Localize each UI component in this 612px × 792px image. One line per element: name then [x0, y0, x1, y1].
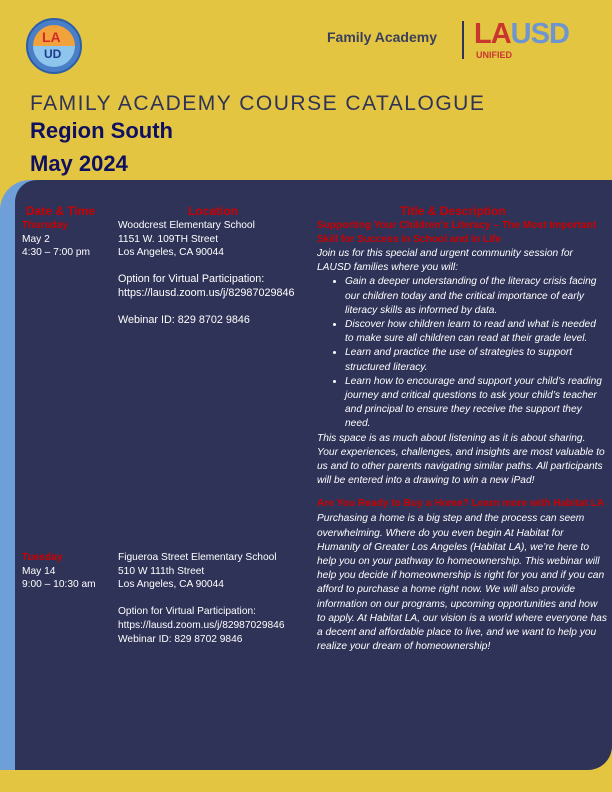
- title-header: Title & Description: [400, 204, 506, 218]
- school: Figueroa Street Elementary School: [118, 552, 277, 563]
- date: May 14: [22, 565, 56, 577]
- time: 9:00 – 10:30 am: [22, 579, 96, 591]
- day: Thursday: [22, 220, 68, 231]
- date-header: Date & Time: [26, 204, 96, 218]
- virtual-label: Option for Virtual Participation:: [118, 606, 256, 618]
- brand-name: Family Academy: [327, 29, 437, 45]
- lausd-logo: LAUSD: [474, 18, 569, 50]
- location-header: Location: [188, 204, 238, 218]
- list-item: • Gain a deeper understanding of the literacy crisis facing our children today and the critical importance of early literacy skills as informed by data.: [345, 275, 607, 318]
- session-title: Supporting Your Children’s Literacy – The Most Important Skill for Success in School and in Life: [317, 220, 597, 245]
- time: 4:30 – 7:00 pm: [22, 247, 90, 259]
- session-location: [118, 551, 314, 646]
- zoom-link[interactable]: https://lausd.zoom.us/j/82987029846: [118, 286, 295, 299]
- outro: This space is as much about listening as it is about sharing. Your experiences, challenges, and insights are most valuable to us and to other parents navigating similar paths. All participants will be entered into a drawing to win a new iPad!: [317, 432, 605, 487]
- region-title: Region South: [30, 118, 173, 143]
- session-description: [317, 219, 607, 488]
- body: Purchasing a home is a big step and the process can seem overwhelming. Where do you even begin At Habitat for Humanity of Greater Los Angeles (Habitat LA), we’re here to help you on your pathway to homeownership. This webinar will help you decide if homeownership is right for you and if you can afford to purchase a home right now. We will also provide information on our programs, upcoming opportunities and how to apply. At Habitat LA, our vision is a world where everyone has a decent and affordable place to live, and we want to help you realize your dream of homeownership!: [317, 513, 607, 653]
- list-item: • Discover how children learn to read and what is needed to make sure all children can read at their grade level.: [345, 318, 607, 346]
- session-description: [317, 496, 607, 654]
- city: Los Angeles, CA 90044: [118, 247, 224, 259]
- zoom-link[interactable]: https://lausd.zoom.us/j/82987029846: [118, 619, 285, 631]
- bullet-list: [345, 275, 607, 431]
- street: 1151 W. 109TH Street: [118, 233, 219, 245]
- virtual-label: Option for Virtual Participation:: [118, 273, 265, 286]
- list-item: • Learn how to encourage and support your child’s reading journey and critical questions to ask your child’s teacher and principal to ensure they receive the support they need.: [345, 375, 607, 432]
- city: Los Angeles, CA 90044: [118, 579, 224, 591]
- descriptions-column: [317, 219, 607, 654]
- list-item: • Learn and practice the use of strategies to support structured literacy.: [345, 346, 607, 374]
- day: Tuesday: [22, 552, 63, 563]
- webinar-id: Webinar ID: 829 8702 9846: [118, 314, 250, 327]
- session-date: [22, 551, 118, 592]
- session-title: Are You Ready to Buy a Home? Learn more with Habitat LA: [317, 498, 605, 510]
- lausd-seal-logo: LA UD: [26, 18, 82, 74]
- month-title: May 2024: [30, 151, 128, 176]
- webinar-id: Webinar ID: 829 8702 9846: [118, 633, 243, 645]
- lausd-unified: UNIFIED: [476, 50, 512, 60]
- session-date: [22, 219, 114, 260]
- catalogue-title: FAMILY ACADEMY COURSE CATALOGUE: [30, 92, 486, 115]
- street: 510 W 111th Street: [118, 565, 205, 577]
- date: May 2: [22, 233, 50, 245]
- divider: [462, 21, 464, 59]
- school: Woodcrest Elementary School: [118, 220, 255, 231]
- session-location: [118, 219, 314, 328]
- intro: Join us for this special and urgent community session for LAUSD families where you will:: [317, 248, 573, 274]
